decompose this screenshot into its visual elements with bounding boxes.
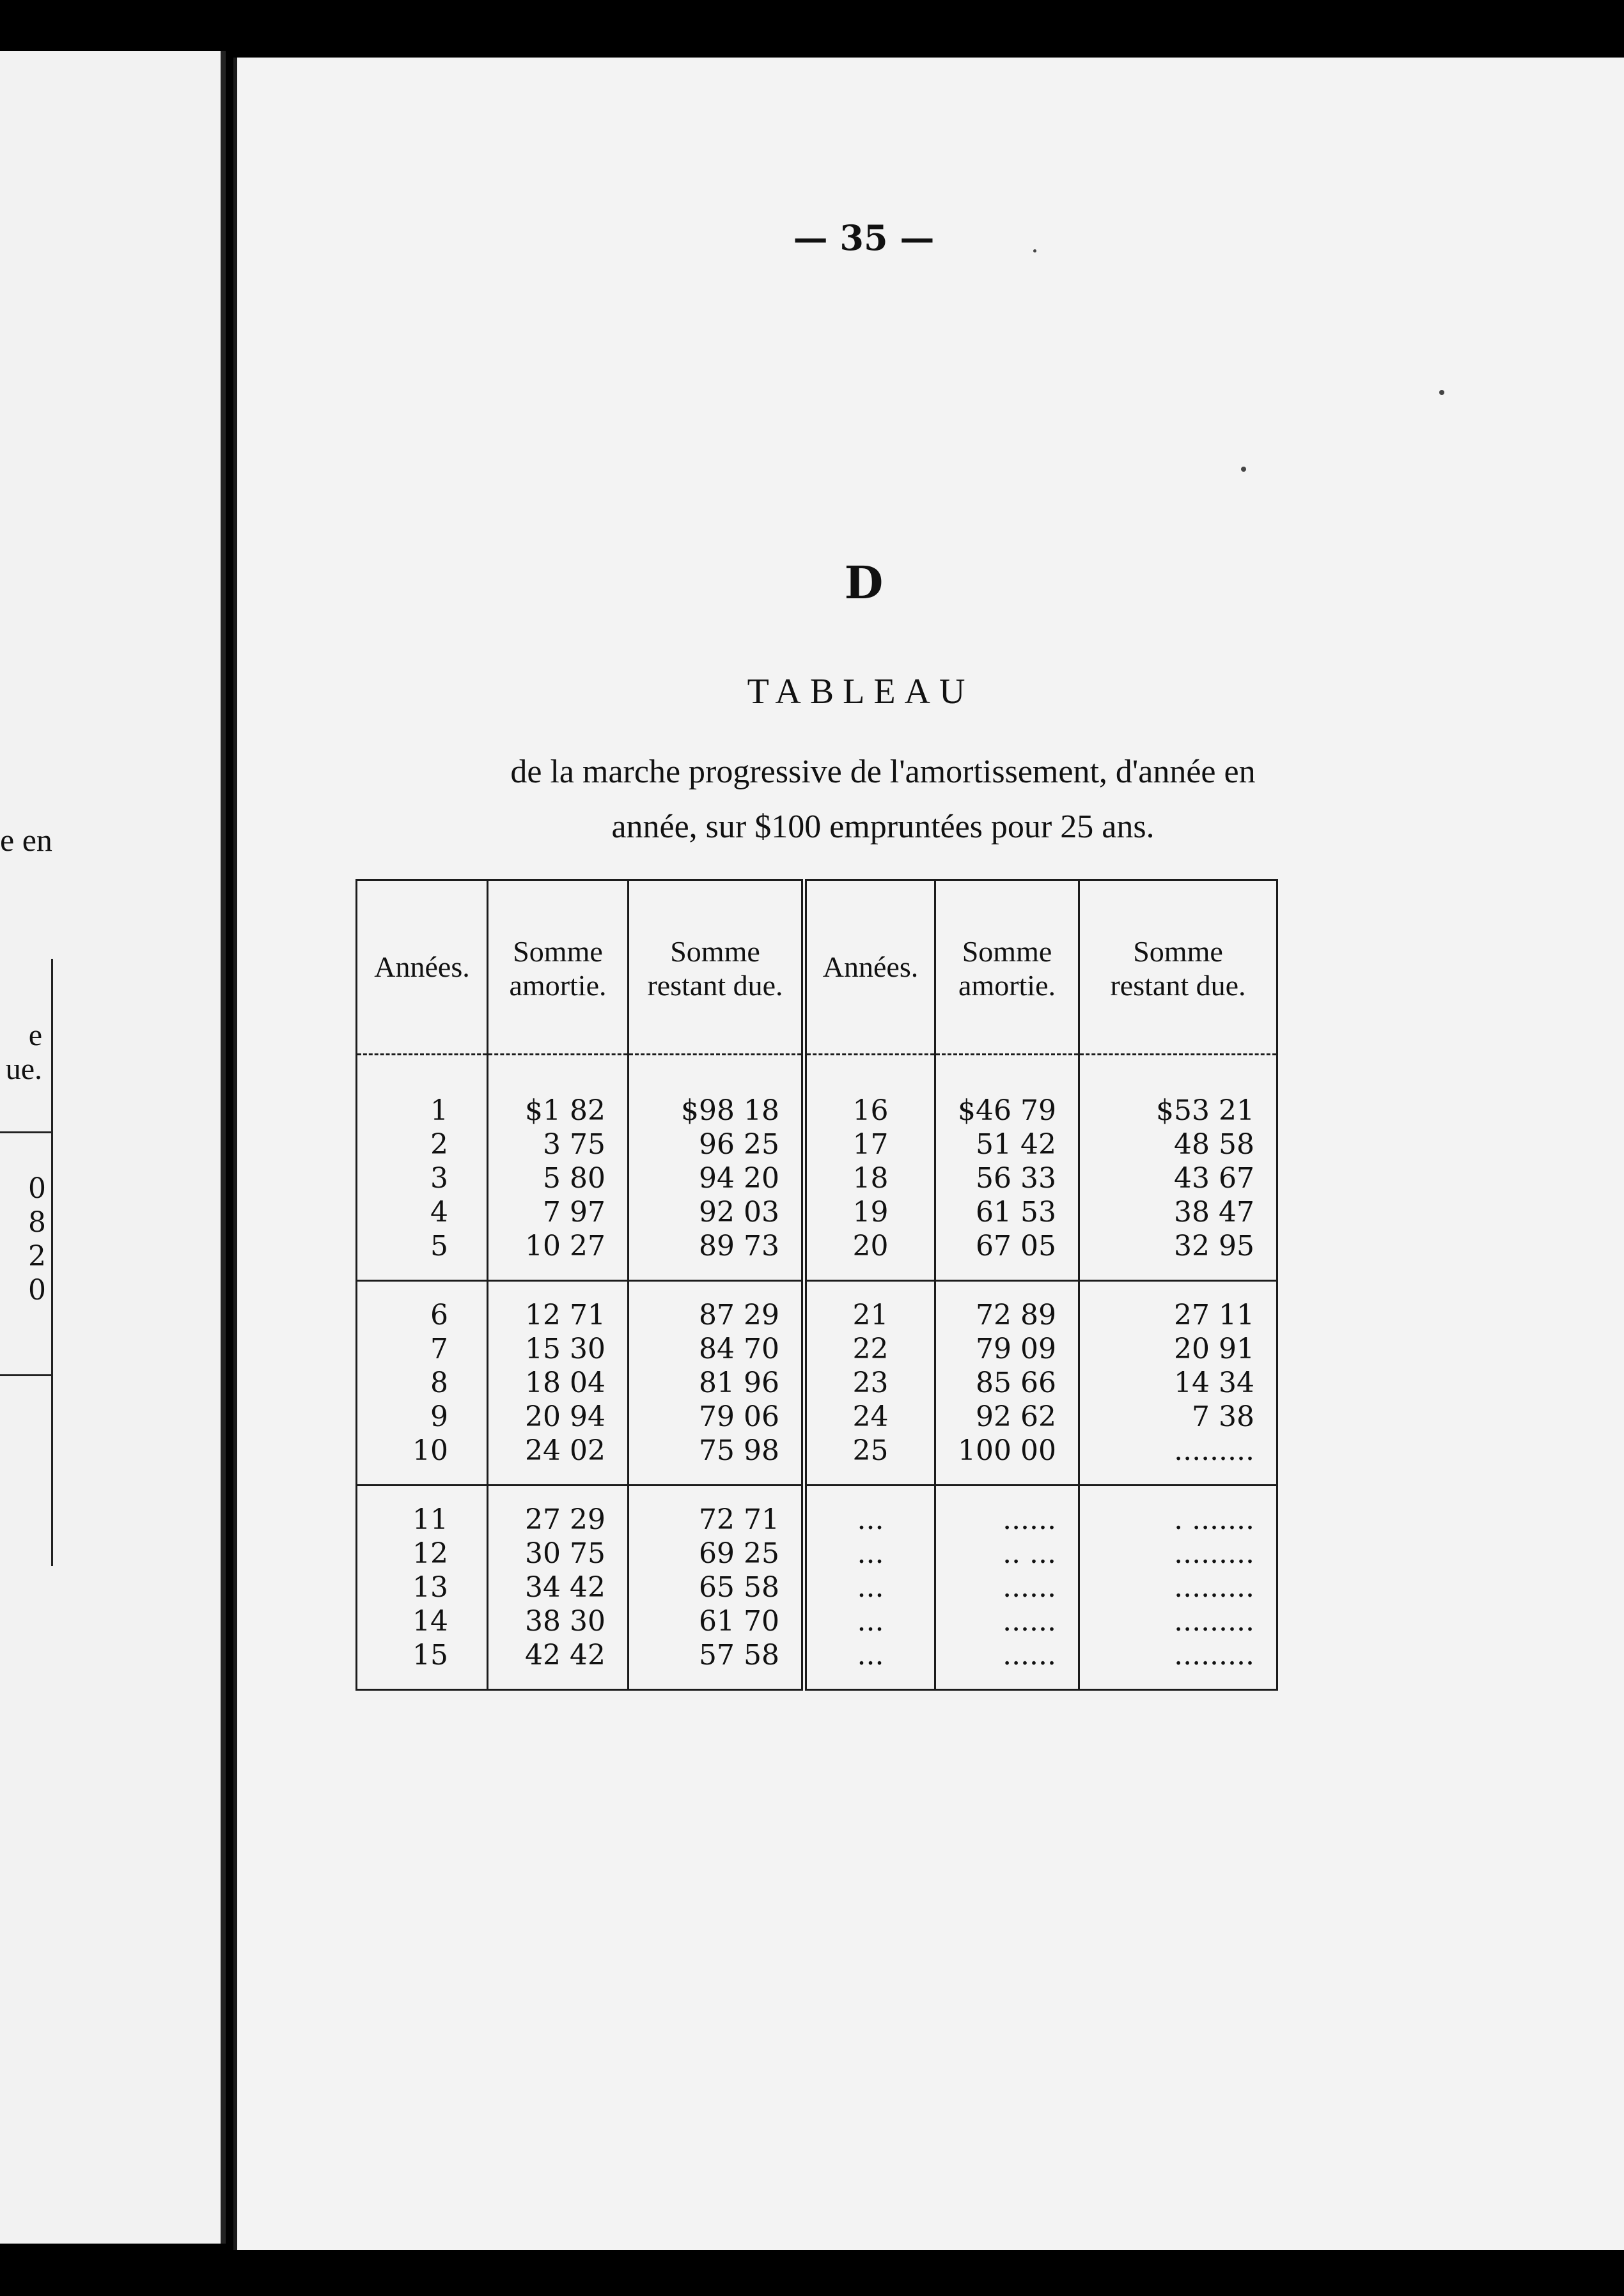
table-cell-value: 96 25: [699, 1128, 779, 1161]
table-cell-value: 34 42: [525, 1571, 605, 1604]
table-cell-value: 25: [852, 1434, 889, 1467]
remaining-cell-left: [629, 1055, 804, 1281]
subtitle-line: de la marche progressive de l'amortissement, d'année en: [510, 754, 1256, 790]
table-cell-value: 85 66: [976, 1367, 1056, 1399]
table-cell-value: .........: [1174, 1434, 1254, 1467]
table-cell-value: 3: [430, 1162, 448, 1195]
table-cell-value: 89 73: [699, 1230, 779, 1262]
amortized-cell-right: [935, 1281, 1079, 1485]
table-cell-value: 94 20: [699, 1162, 779, 1195]
years-cell-left: [357, 1055, 488, 1281]
table-cell-value: 56 33: [976, 1162, 1056, 1195]
previous-page-table-rule: [0, 1131, 51, 1133]
table-cell-value: $1 82: [525, 1094, 605, 1127]
previous-page-table-cells: 0 8 2 0: [28, 1172, 46, 1307]
table-row-group: [357, 1055, 1277, 1281]
table-cell-value: 27 11: [1174, 1299, 1254, 1331]
table-cell-value: 81 96: [699, 1367, 779, 1399]
table-cell-value: ...: [857, 1537, 884, 1570]
previous-page-fragment: [0, 51, 226, 2244]
years-cell-right: [804, 1281, 935, 1485]
table-cell-value: 12 71: [525, 1299, 605, 1331]
table-cell-value: 15: [412, 1639, 448, 1672]
years-cell-right: [804, 1055, 935, 1281]
table-row-group: [357, 1281, 1277, 1485]
table-cell-value: ......: [1003, 1605, 1056, 1638]
table-cell-value: $98 18: [681, 1094, 779, 1127]
table-cell-value: 48 58: [1174, 1128, 1254, 1161]
table-cell-value: 9: [430, 1400, 448, 1433]
years-cell-left: [357, 1485, 488, 1690]
table-cell-value: 7 97: [543, 1196, 605, 1229]
table-cell-value: .........: [1174, 1571, 1254, 1604]
remaining-cell-left: [629, 1485, 804, 1690]
header-remaining-right: Somme restant due.: [1079, 880, 1277, 1055]
table-cell-value: 57 58: [699, 1639, 779, 1672]
table-cell-value: ......: [1003, 1639, 1056, 1672]
table-cell-value: 79 09: [976, 1333, 1056, 1365]
table-cell-value: ......: [1003, 1571, 1056, 1604]
table-cell-value: 84 70: [699, 1333, 779, 1365]
table-cell-value: 16: [852, 1094, 889, 1127]
table-cell-value: $53 21: [1156, 1094, 1254, 1127]
header-amortized-right: Somme amortie.: [935, 880, 1079, 1055]
table-cell-value: 61 70: [699, 1605, 779, 1638]
table-cell-value: 18: [852, 1162, 889, 1195]
header-amortized-left: Somme amortie.: [488, 880, 629, 1055]
years-cell-left: [357, 1281, 488, 1485]
table-cell-value: 7 38: [1192, 1400, 1254, 1433]
paper-speck: [1241, 467, 1246, 472]
table-cell-value: 38 30: [525, 1605, 605, 1638]
table-cell-value: 20 91: [1174, 1333, 1254, 1365]
amortization-table: [355, 879, 1278, 1691]
table-cell-value: 100 00: [958, 1434, 1056, 1467]
table-cell-value: 14: [412, 1605, 448, 1638]
table-title: TABLEAU: [747, 672, 974, 711]
table-cell-value: 92 62: [976, 1400, 1056, 1433]
table-cell-value: .........: [1174, 1639, 1254, 1672]
table-cell-value: ...: [857, 1503, 884, 1536]
table-cell-value: 27 29: [525, 1503, 605, 1536]
table-cell-value: 2: [430, 1128, 448, 1161]
table-cell-value: . .......: [1174, 1503, 1254, 1536]
table-cell-value: 7: [430, 1333, 448, 1365]
table-cell-value: 6: [430, 1299, 448, 1331]
table-cell-value: 21: [852, 1299, 889, 1331]
table-cell-value: 30 75: [525, 1537, 605, 1570]
table-cell-value: 38 47: [1174, 1196, 1254, 1229]
table-cell-value: 20: [852, 1230, 889, 1262]
table-body: [357, 1055, 1277, 1690]
years-cell-right: [804, 1485, 935, 1690]
table-row-group: [357, 1485, 1277, 1690]
amortized-cell-left: [488, 1281, 629, 1485]
table-cell-value: .........: [1174, 1537, 1254, 1570]
table-cell-value: 4: [430, 1196, 448, 1229]
table-cell-value: 8: [430, 1367, 448, 1399]
table-cell-value: 23: [852, 1367, 889, 1399]
table-cell-value: 24: [852, 1400, 889, 1433]
table-cell-value: 5 80: [543, 1162, 605, 1195]
header-years-left: Années.: [357, 880, 488, 1055]
amortized-cell-right: [935, 1485, 1079, 1690]
table-cell-value: 1: [430, 1094, 448, 1127]
table-cell-value: 72 71: [699, 1503, 779, 1536]
remaining-cell-right: [1079, 1281, 1277, 1485]
table-cell-value: .........: [1174, 1605, 1254, 1638]
table-cell-value: ......: [1003, 1503, 1056, 1536]
table-cell-value: 69 25: [699, 1537, 779, 1570]
table-cell-value: 24 02: [525, 1434, 605, 1467]
table-cell-value: 92 03: [699, 1196, 779, 1229]
previous-page-table-rule: [0, 1374, 51, 1376]
table-cell-value: 19: [852, 1196, 889, 1229]
table-cell-value: 87 29: [699, 1299, 779, 1331]
table-cell-value: 67 05: [976, 1230, 1056, 1262]
amortized-cell-left: [488, 1055, 629, 1281]
paper-speck: [1033, 249, 1036, 252]
table-cell-value: 61 53: [976, 1196, 1056, 1229]
previous-page-table-fragment: [0, 959, 53, 1566]
table-cell-value: 13: [412, 1571, 448, 1604]
table-cell-value: 11: [412, 1503, 448, 1536]
table-cell-value: 79 06: [699, 1400, 779, 1433]
amortized-cell-left: [488, 1485, 629, 1690]
remaining-cell-left: [629, 1281, 804, 1485]
amortized-cell-right: [935, 1055, 1079, 1281]
table-cell-value: 42 42: [525, 1639, 605, 1672]
table-cell-value: 20 94: [525, 1400, 605, 1433]
paper-speck: [1439, 390, 1444, 395]
previous-page-text-fragment: e en: [0, 822, 52, 858]
table-cell-value: 15 30: [525, 1333, 605, 1365]
table-cell-value: 3 75: [543, 1128, 605, 1161]
page-number: — 35 —: [793, 217, 935, 258]
header-remaining-left: Somme restant due.: [629, 880, 804, 1055]
table-cell-value: 22: [852, 1333, 889, 1365]
table-cell-value: 51 42: [976, 1128, 1056, 1161]
table-cell-value: .. ...: [1003, 1537, 1056, 1570]
document-page: [233, 58, 1624, 2250]
table-cell-value: 12: [412, 1537, 448, 1570]
table-cell-value: 72 89: [976, 1299, 1056, 1331]
table-cell-value: ...: [857, 1605, 884, 1638]
subtitle-line: année, sur $100 empruntées pour 25 ans.: [611, 809, 1155, 845]
table-cell-value: 75 98: [699, 1434, 779, 1467]
previous-page-table-header: e ue.: [5, 1018, 42, 1086]
table-cell-value: 43 67: [1174, 1162, 1254, 1195]
table-cell-value: 17: [852, 1128, 889, 1161]
table-cell-value: 14 34: [1174, 1367, 1254, 1399]
table-subtitle: [346, 745, 1420, 855]
section-letter: D: [844, 556, 884, 609]
table-cell-value: 65 58: [699, 1571, 779, 1604]
remaining-cell-right: [1079, 1485, 1277, 1690]
table-cell-value: 10 27: [525, 1230, 605, 1262]
header-years-right: Années.: [804, 880, 935, 1055]
table-cell-value: $46 79: [958, 1094, 1056, 1127]
table-cell-value: ...: [857, 1571, 884, 1604]
table-cell-value: 5: [430, 1230, 448, 1262]
table-cell-value: ...: [857, 1639, 884, 1672]
table-cell-value: 18 04: [525, 1367, 605, 1399]
table-cell-value: 10: [412, 1434, 448, 1467]
table-header-row: [357, 880, 1277, 1055]
table-cell-value: 32 95: [1174, 1230, 1254, 1262]
remaining-cell-right: [1079, 1055, 1277, 1281]
